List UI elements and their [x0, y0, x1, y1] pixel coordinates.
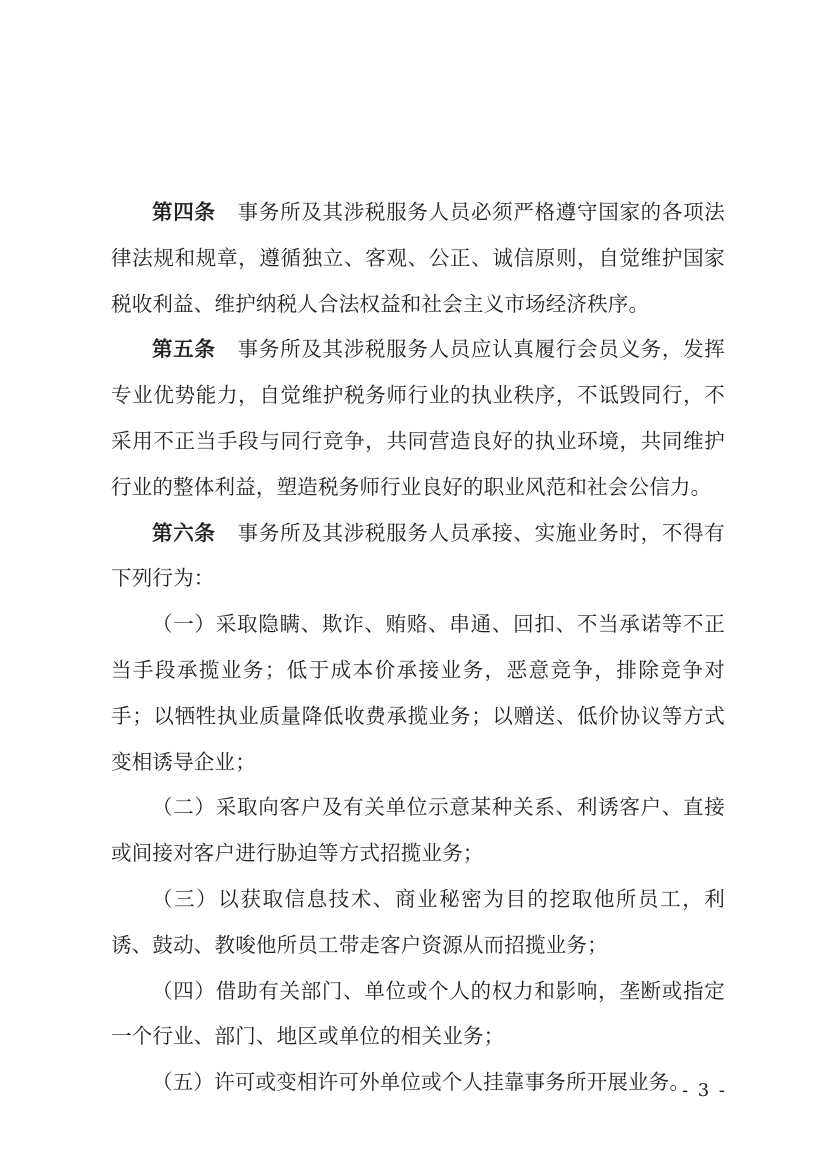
article-4-text: 事务所及其涉税服务人员必须严格遵守国家的各项法律法规和规章，遵循独立、客观、公正、诚信原则，自觉维护国家税收利益、维护纳税人合法权益和社会主义市场经济秩序。	[111, 200, 725, 316]
article-6-number: 第六条	[152, 520, 216, 545]
article-5-text: 事务所及其涉税服务人员应认真履行会员义务，发挥专业优势能力，自觉维护税务师行业的执业秩序，不诋毁同行，不采用不正当手段与同行竞争，共同营造良好的执业环境，共同维护行业的整体利益，塑造税务师行业良好的职业风范和社会公信力。	[111, 337, 725, 499]
article-5-number: 第五条	[152, 337, 216, 362]
article-4-number: 第四条	[152, 200, 216, 224]
article-4	[111, 190, 725, 327]
list-item-4: （四）借助有关部门、单位或个人的权力和影响，垄断或指定一个行业、部门、地区或单位的相关业务；	[111, 978, 725, 1049]
list-item-2: （二）采取向客户及有关单位示意某种关系、利诱客户、直接或间接对客户进行胁迫等方式招揽业务；	[111, 795, 725, 866]
document-body	[111, 190, 725, 1106]
list-item-1: （一）采取隐瞒、欺诈、贿赂、串通、回扣、不当承诺等不正当手段承揽业务；低于成本价承接业务，恶意竞争，排除竞争对手；以牺牲执业质量降低收费承揽业务；以赠送、低价协议等方式变相诱导企业；	[111, 612, 725, 774]
list-item-5: （五）许可或变相许可外单位或个人挂靠事务所开展业务。	[152, 1070, 691, 1095]
page-number: - 3 -	[681, 1080, 727, 1101]
article-5	[111, 327, 725, 510]
article-6	[111, 511, 725, 603]
list-item-3: （三）以获取信息技术、商业秘密为目的挖取他所员工，利诱、鼓动、教唆他所员工带走客户资源从而招揽业务；	[111, 886, 725, 957]
article-6-text: 事务所及其涉税服务人员承接、实施业务时，不得有下列行为：	[111, 520, 725, 591]
